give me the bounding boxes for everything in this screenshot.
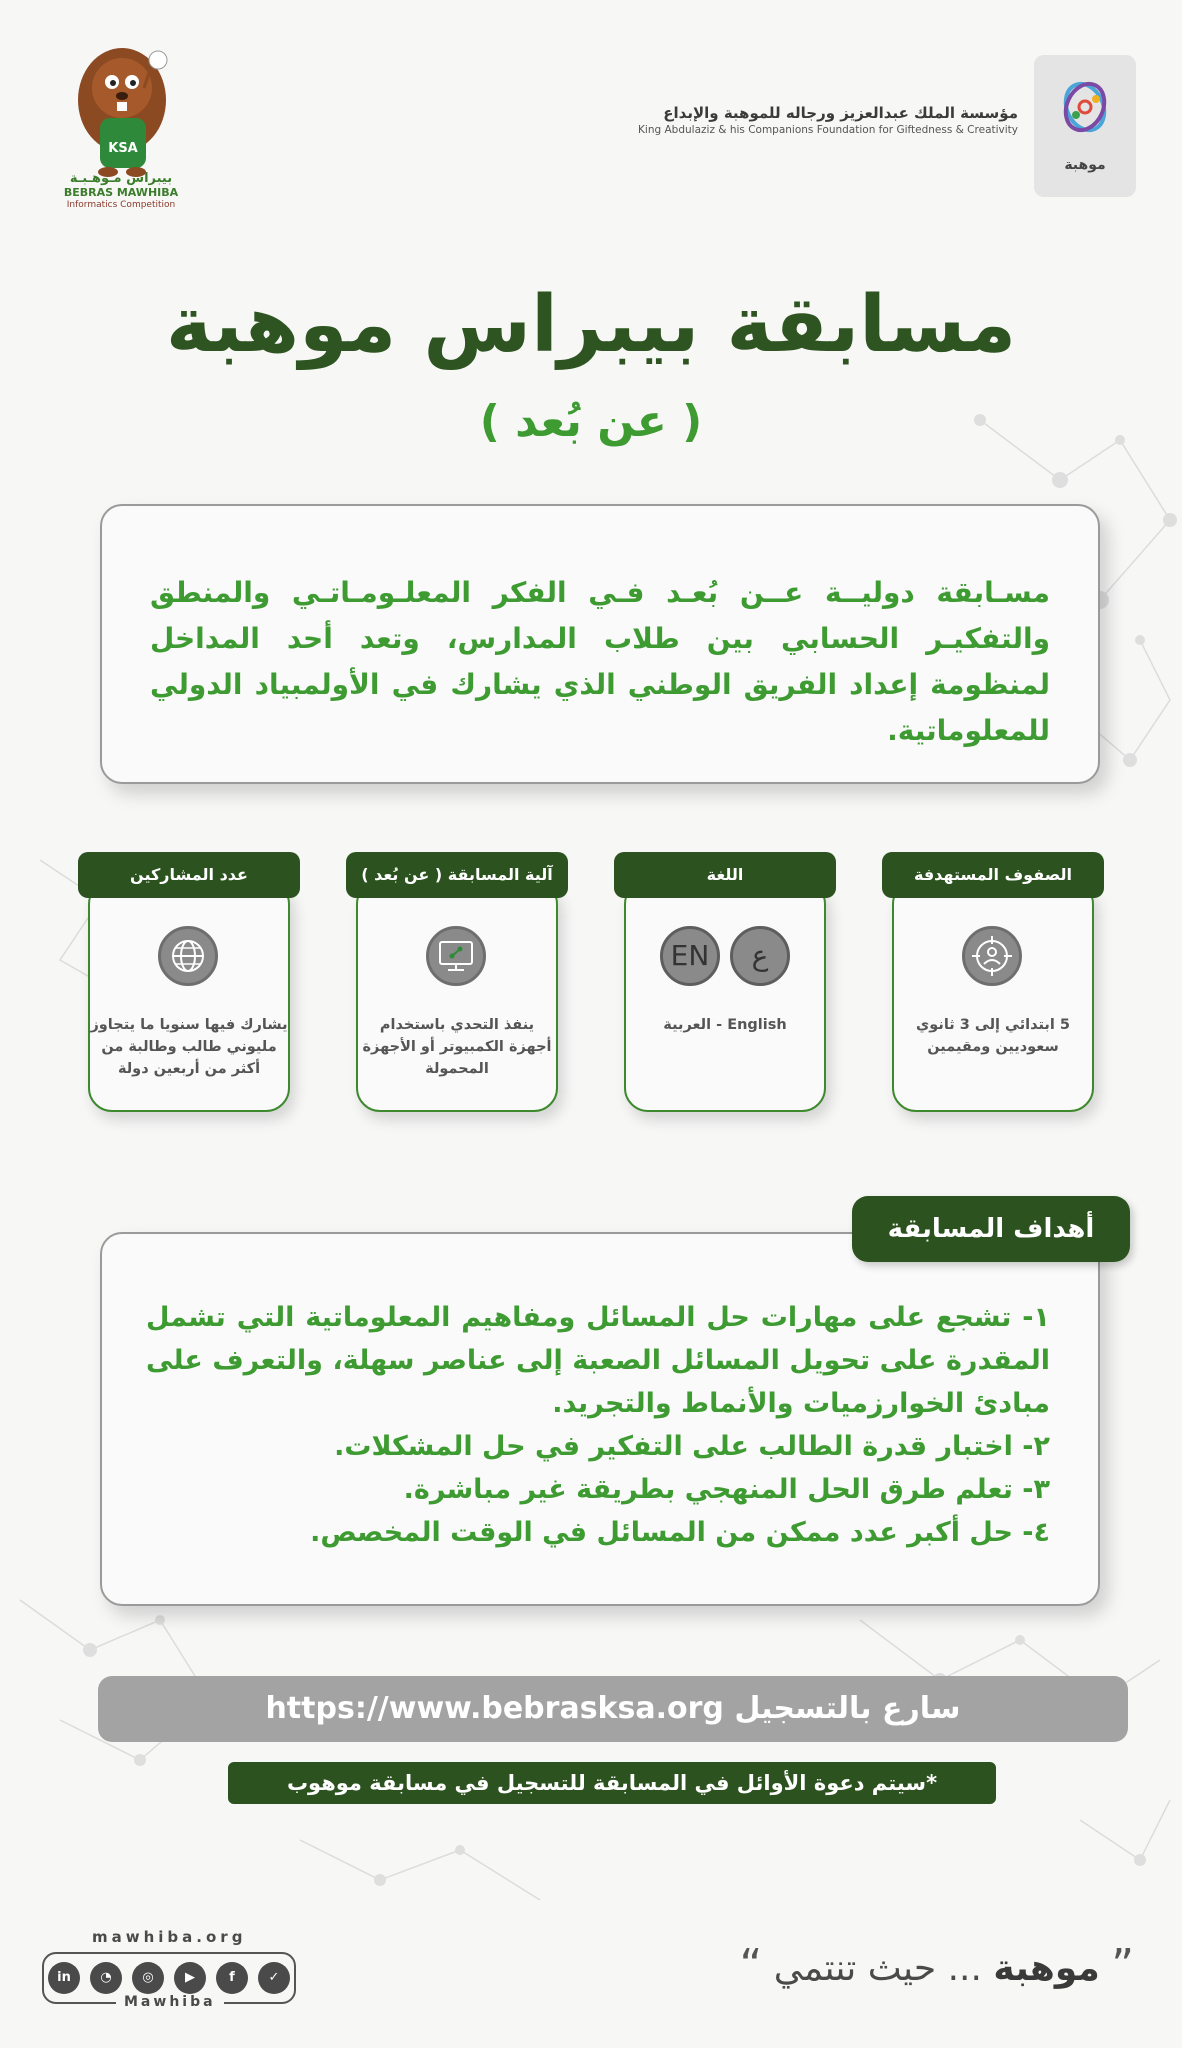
mawhiba-emblem-icon [1034,55,1136,155]
info-card-title: آلية المسابقة ( عن بُعد ) [346,852,568,898]
page-subtitle: ( عن بُعد ) [479,396,703,447]
info-card-text: English - العربية [663,1017,787,1033]
goal-item: ٤- حل أكبر عدد ممكن من المسائل في الوقت المخصص. [310,1517,1050,1548]
slogan-open-quote: ” [1111,1940,1134,1991]
social-handle: Mawhiba [116,1994,224,2010]
instagram-icon[interactable]: ◎ [132,1962,164,1994]
goal-item: ٣- تعلم طرق الحل المنهجي بطريقة غير مباشرة. [403,1474,1050,1505]
info-card-participants [78,852,300,1112]
twitter-icon[interactable]: ✓ [258,1962,290,1994]
bebras-caption-ar: بيبراس مـوهـبـة [69,171,173,186]
page-title: مسابقة بيبراس موهبة [165,280,1017,370]
info-card-text: 5 ابتدائي إلى 3 ثانوي سعوديين ومقيمين [916,1017,1070,1055]
slogan-text: ... حيث تنتمي [773,1948,982,1989]
slogan [739,1940,1134,1991]
info-card-target-grades [882,852,1104,1112]
foundation-name-ar: مؤسسة الملك عبدالعزيز ورجاله للموهبة والإبداع [663,104,1018,122]
goal-item: ١- تشجع على مهارات حل المسائل ومفاهيم المعلوماتية التي تشمل المقدرة على تحويل المسائل الصعبة إلى عناصر سهلة، والتعرف على مبادئ الخوارزميات والأنماط والتجريد. [146,1302,1050,1419]
goal-item: ٢- اختبار قدرة الطالب على التفكير في حل المشكلات. [334,1431,1050,1462]
goals-title: أهداف المسابقة [852,1196,1130,1262]
info-card-text: يشارك فيها سنويا ما يتجاوز مليوني طالب وطالبة من أكثر من أربعين دولة [90,1017,288,1077]
register-label: سارع بالتسجيل [734,1691,961,1726]
user-target-icon [962,926,1022,986]
mawhiba-logo-label: موهبة [1064,157,1106,173]
goals-list [146,1296,1050,1554]
foundation-name [638,104,1018,136]
info-card-language [614,852,836,1112]
slogan-close-quote: “ [739,1940,763,1991]
register-link[interactable] [98,1676,1128,1742]
arabic-language-icon: ع [730,926,790,986]
info-card-frame [624,880,826,1112]
register-url[interactable]: https://www.bebrasksa.org [265,1691,724,1726]
slogan-brand: موهبة [993,1948,1100,1989]
info-card-mechanism [346,852,568,1112]
intro-text: مسـابقة دوليــة عــن بُعـد فـي الفكر المعلـومـاتـي والمنطق والتفكيـر الحسابي بين طلاب المدارس، وتعد أحد المداخل لمنظومة إعداد الفريق الوطني الذي يشارك في الأولمبياد الدولي للمعلوماتية. [150,576,1050,747]
bebras-caption [46,172,196,210]
info-card-title: اللغة [614,852,836,898]
website-text[interactable]: mawhiba.org [92,1928,247,1946]
computer-network-icon [426,926,486,986]
info-card-title: الصفوف المستهدفة [882,852,1104,898]
intro-card [100,504,1100,784]
info-card-title: عدد المشاركين [78,852,300,898]
beaver-badge: KSA [108,141,138,156]
goals-card [100,1232,1100,1606]
bebras-caption-sub: Informatics Competition [66,199,176,210]
youtube-icon[interactable]: ▶ [174,1962,206,1994]
invitation-note: *سيتم دعوة الأوائل في المسابقة للتسجيل في مسابقة موهوب [228,1762,996,1804]
snapchat-icon[interactable]: ◔ [90,1962,122,1994]
linkedin-icon[interactable]: in [48,1962,80,1994]
info-card-frame [892,880,1094,1112]
english-language-icon: EN [660,926,720,986]
mawhiba-logo [1034,55,1136,197]
facebook-icon[interactable]: f [216,1962,248,1994]
info-card-text: ينفذ التحدي باستخدام أجهزة الكمبيوتر أو الأجهزة المحمولة [362,1017,552,1077]
foundation-name-en: King Abdulaziz & his Companions Foundation for Giftedness & Creativity [638,124,1018,136]
bebras-caption-en: BEBRAS MAWHIBA [63,185,179,199]
globe-icon [158,926,218,986]
